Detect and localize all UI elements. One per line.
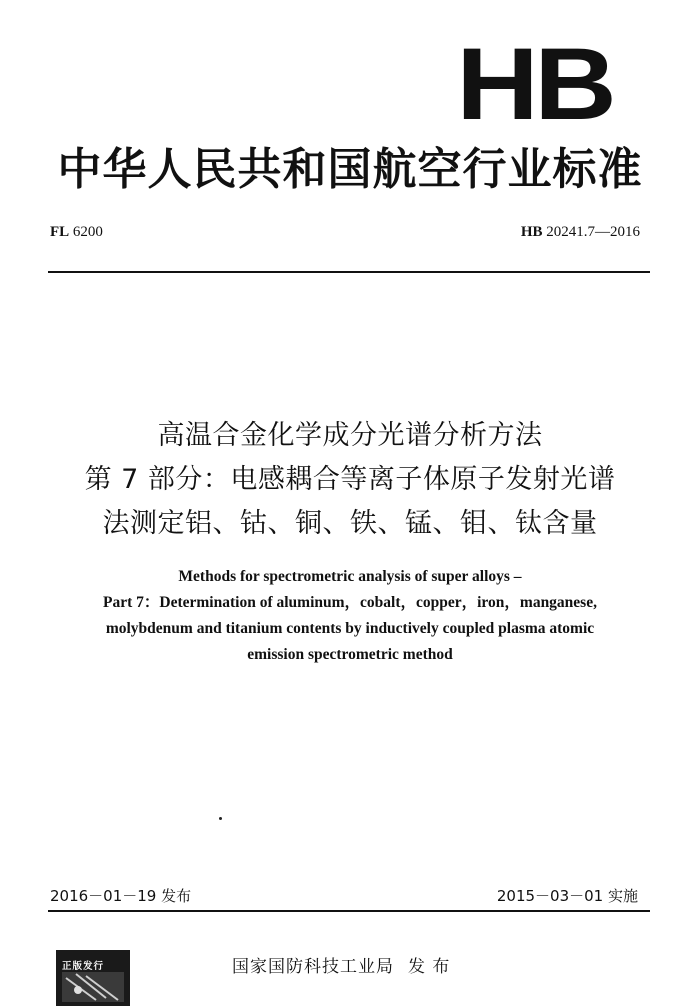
standard-number-value: 20241.7—2016 [546, 224, 640, 240]
classification-number: 6200 [72, 224, 103, 240]
hb-logo: HB [455, 27, 612, 141]
badge-text: 正版发行 [62, 961, 105, 972]
publisher-action: 发 布 [408, 957, 451, 977]
classification-prefix: FL [50, 224, 70, 240]
top-divider [48, 271, 650, 273]
scan-dot [219, 817, 222, 820]
badge-pattern-icon [56, 950, 130, 1006]
standard-number [521, 222, 640, 242]
implementation-date: 2015－03－01 实施 [496, 887, 638, 905]
publisher [232, 956, 450, 978]
chinese-title-line-3: 法测定铝、钴、铜、铁、锰、钼、钛含量 [102, 508, 598, 539]
chinese-title [0, 414, 700, 546]
chinese-title-line-2: 第 7 部分：电感耦合等离子体原子发射光谱 [84, 464, 616, 495]
publisher-name: 国家国防科技工业局 [232, 957, 394, 977]
standard-category-title: 中华人民共和国航空行业标准 [57, 144, 643, 195]
english-title-line-3: molybdenum and titanium contents by inductively coupled plasma atomic [105, 620, 595, 637]
classification-code [50, 222, 103, 242]
english-title-line-4: emission spectrometric method [247, 646, 453, 663]
english-title-line-1: Methods for spectrometric analysis of super alloys – [178, 568, 522, 585]
english-title-line-2: Part 7：Determination of aluminum，cobalt，copper，iron，manganese, [103, 594, 597, 611]
bottom-divider [48, 910, 650, 912]
issue-date: 2016－01－19 发布 [50, 887, 192, 905]
english-title [0, 564, 700, 668]
standard-number-prefix: HB [520, 224, 543, 240]
genuine-edition-badge [56, 950, 130, 1006]
chinese-title-line-1: 高温合金化学成分光谱分析方法 [157, 420, 543, 451]
